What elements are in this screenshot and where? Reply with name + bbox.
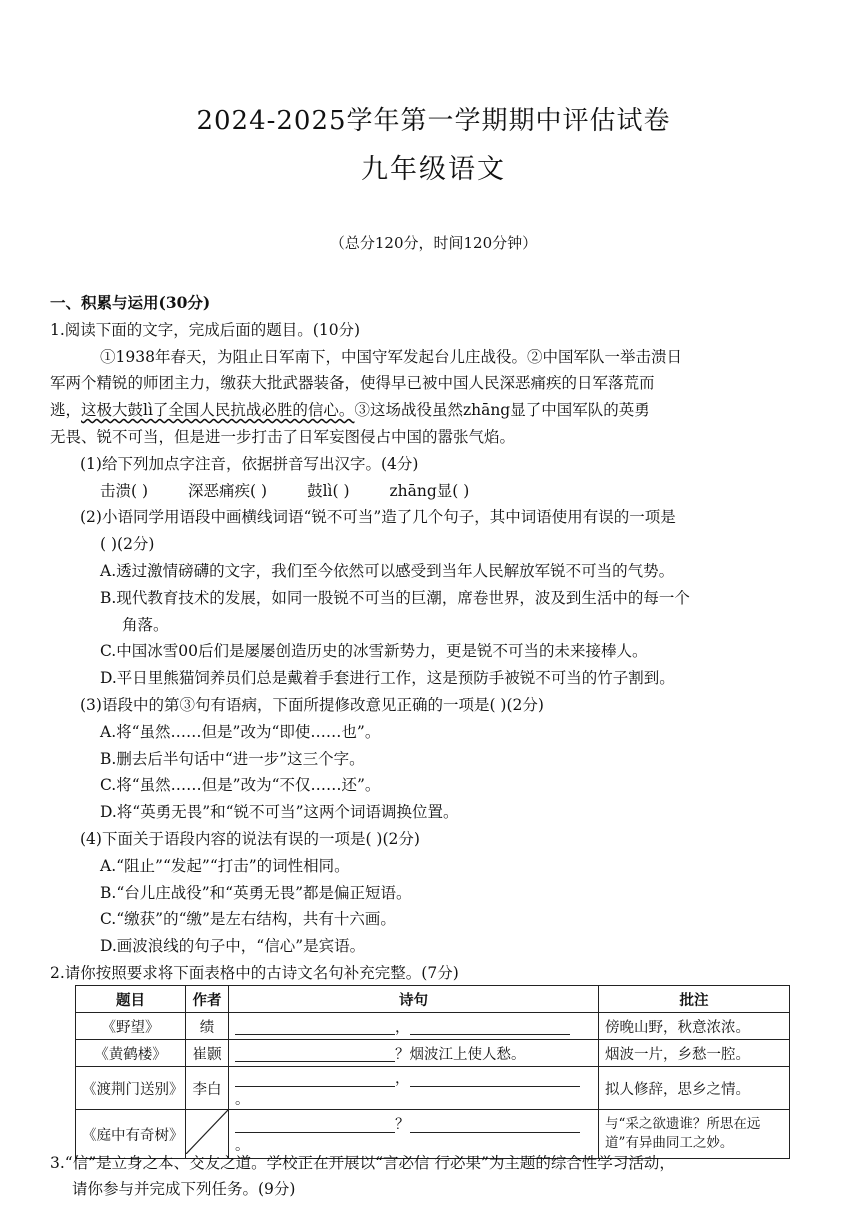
table-row xyxy=(76,1040,790,1067)
poem-table xyxy=(75,985,790,1159)
answer-blank[interactable] xyxy=(235,1072,395,1087)
section-heading: 一、积累与运用(30分) xyxy=(50,293,211,312)
diagonal-slash-icon xyxy=(186,1110,228,1154)
q1-sub1: (1)给下列加点字注音，依据拼音写出汉字。(4分) xyxy=(80,454,419,473)
pinyin-item: 深恶痛疾( ) xyxy=(188,481,268,500)
poem-lines: ？。 xyxy=(229,1110,599,1159)
q1-stem: 1.阅读下面的文字，完成后面的题目。(10分) xyxy=(50,320,361,339)
poem-lines: ？烟波江上使人愁。 xyxy=(229,1040,599,1067)
option: C.中国冰雪00后们是屡屡创造历史的冰雪新势力，更是锐不可当的未来接棒人。 xyxy=(100,642,648,661)
wavy-sentence: 这极大鼓lì了全国人民抗战必胜的信心。 xyxy=(81,401,355,420)
poem-lines: ，。 xyxy=(229,1067,599,1110)
exam-title: 2024-2025学年第一学期期中评估试卷 xyxy=(196,106,671,136)
q2-stem: 2.请你按照要求将下面表格中的古诗文名句补充完整。(7分) xyxy=(50,963,459,982)
poem-author: 绩 xyxy=(186,1013,229,1040)
column-header: 批注 xyxy=(599,986,790,1013)
table-header-row xyxy=(76,986,790,1013)
option: C.“缴获”的“缴”是左右结构，共有十六画。 xyxy=(100,910,396,929)
q1-sub2-blank: ( )(2分) xyxy=(100,535,155,554)
pinyin-item: 击溃( ) xyxy=(100,481,149,500)
option: D.画波浪线的句子中，“信心”是宾语。 xyxy=(100,937,366,956)
q1-sub3: (3)语段中的第③句有语病，下面所提修改意见正确的一项是( )(2分) xyxy=(80,695,544,714)
pinyin-item: 鼓lì( ) xyxy=(307,481,350,500)
passage-line-1: ①1938年春天，为阻止日军南下，中国守军发起台儿庄战役。②中国军队一举击溃日 xyxy=(100,347,682,366)
option: D.平日里熊猫饲养员们总是戴着手套进行工作，这是预防手被锐不可当的竹子割到。 xyxy=(100,669,675,688)
column-header: 题目 xyxy=(76,986,186,1013)
answer-blank[interactable] xyxy=(410,1072,580,1087)
passage-line-4: 无畏、锐不可当，但是进一步打击了日军妄图侵占中国的嚣张气焰。 xyxy=(50,427,516,446)
option: B.现代教育技术的发展，如同一股锐不可当的巨潮，席卷世界，波及到生活中的每一个 xyxy=(100,588,690,607)
passage-line-2: 军两个精锐的师团主力，缴获大批武器装备，使得早已被中国人民深恶痛疾的日军落荒而 xyxy=(50,374,655,393)
poem-note: 拟人修辞，思乡之情。 xyxy=(599,1067,790,1110)
table-row xyxy=(76,1067,790,1110)
poem-title: 《渡荆门送别》 xyxy=(76,1067,186,1110)
q1-sub2: (2)小语同学用语段中画横线词语“锐不可当”造了几个句子，其中词语使用有误的一项是 xyxy=(80,508,676,527)
q1-sub4: (4)下面关于语段内容的说法有误的一项是( )(2分) xyxy=(80,829,420,848)
pinyin-item: zhāng显( ) xyxy=(389,481,470,500)
option: A.将“虽然……但是”改为“即使……也”。 xyxy=(100,722,381,741)
q3-block xyxy=(50,1150,830,1202)
option-continued: 角落。 xyxy=(122,615,169,634)
section-1 xyxy=(50,290,820,987)
column-header: 作者 xyxy=(186,986,229,1013)
option: A.“阻止”“发起”“打击”的词性相同。 xyxy=(100,856,350,875)
pinyin-row xyxy=(50,478,820,505)
answer-blank[interactable] xyxy=(235,1047,395,1062)
poem-note: 傍晚山野，秋意浓浓。 xyxy=(599,1013,790,1040)
poem-note: 与“采之欲遗谁？所思在远道”有异曲同工之妙。 xyxy=(599,1110,790,1159)
passage-line-3: 逃，这极大鼓lì了全国人民抗战必胜的信心。③这场战役虽然zhāng显了中国军队的英勇 xyxy=(50,401,650,420)
exam-subtitle: 九年级语文 xyxy=(361,154,506,185)
poem-title: 《野望》 xyxy=(76,1013,186,1040)
poem-lines: ， xyxy=(229,1013,599,1040)
poem-author: 李白 xyxy=(186,1067,229,1110)
poem-title: 《庭中有奇树》 xyxy=(76,1110,186,1159)
column-header: 诗句 xyxy=(229,986,599,1013)
table-row xyxy=(76,1013,790,1040)
q3-stem-line-2: 请你参与并完成下列任务。(9分) xyxy=(72,1180,296,1198)
exam-note: （总分120分，时间120分钟） xyxy=(329,234,538,252)
answer-blank[interactable] xyxy=(235,1020,395,1035)
poem-title: 《黄鹤楼》 xyxy=(76,1040,186,1067)
answer-blank[interactable] xyxy=(410,1020,570,1035)
option: B.“台儿庄战役”和“英勇无畏”都是偏正短语。 xyxy=(100,883,412,902)
option: A.透过激情磅礴的文字，我们至今依然可以感受到当年人民解放军锐不可当的气势。 xyxy=(100,561,675,580)
poem-note: 烟波一片，乡愁一腔。 xyxy=(599,1040,790,1067)
q3-stem-line-1: 3.“信”是立身之本、交友之道。学校正在开展以“言必信 行必果”为主题的综合性学习活动， xyxy=(50,1154,675,1172)
option: C.将“虽然……但是”改为“不仅……还”。 xyxy=(100,776,381,795)
answer-blank[interactable] xyxy=(410,1118,580,1133)
option: D.将“英勇无畏”和“锐不可当”这两个词语调换位置。 xyxy=(100,803,459,822)
poem-author: 崔颢 xyxy=(186,1040,229,1067)
answer-blank[interactable] xyxy=(235,1118,395,1133)
option: B.删去后半句话中“进一步”这三个字。 xyxy=(100,749,365,768)
